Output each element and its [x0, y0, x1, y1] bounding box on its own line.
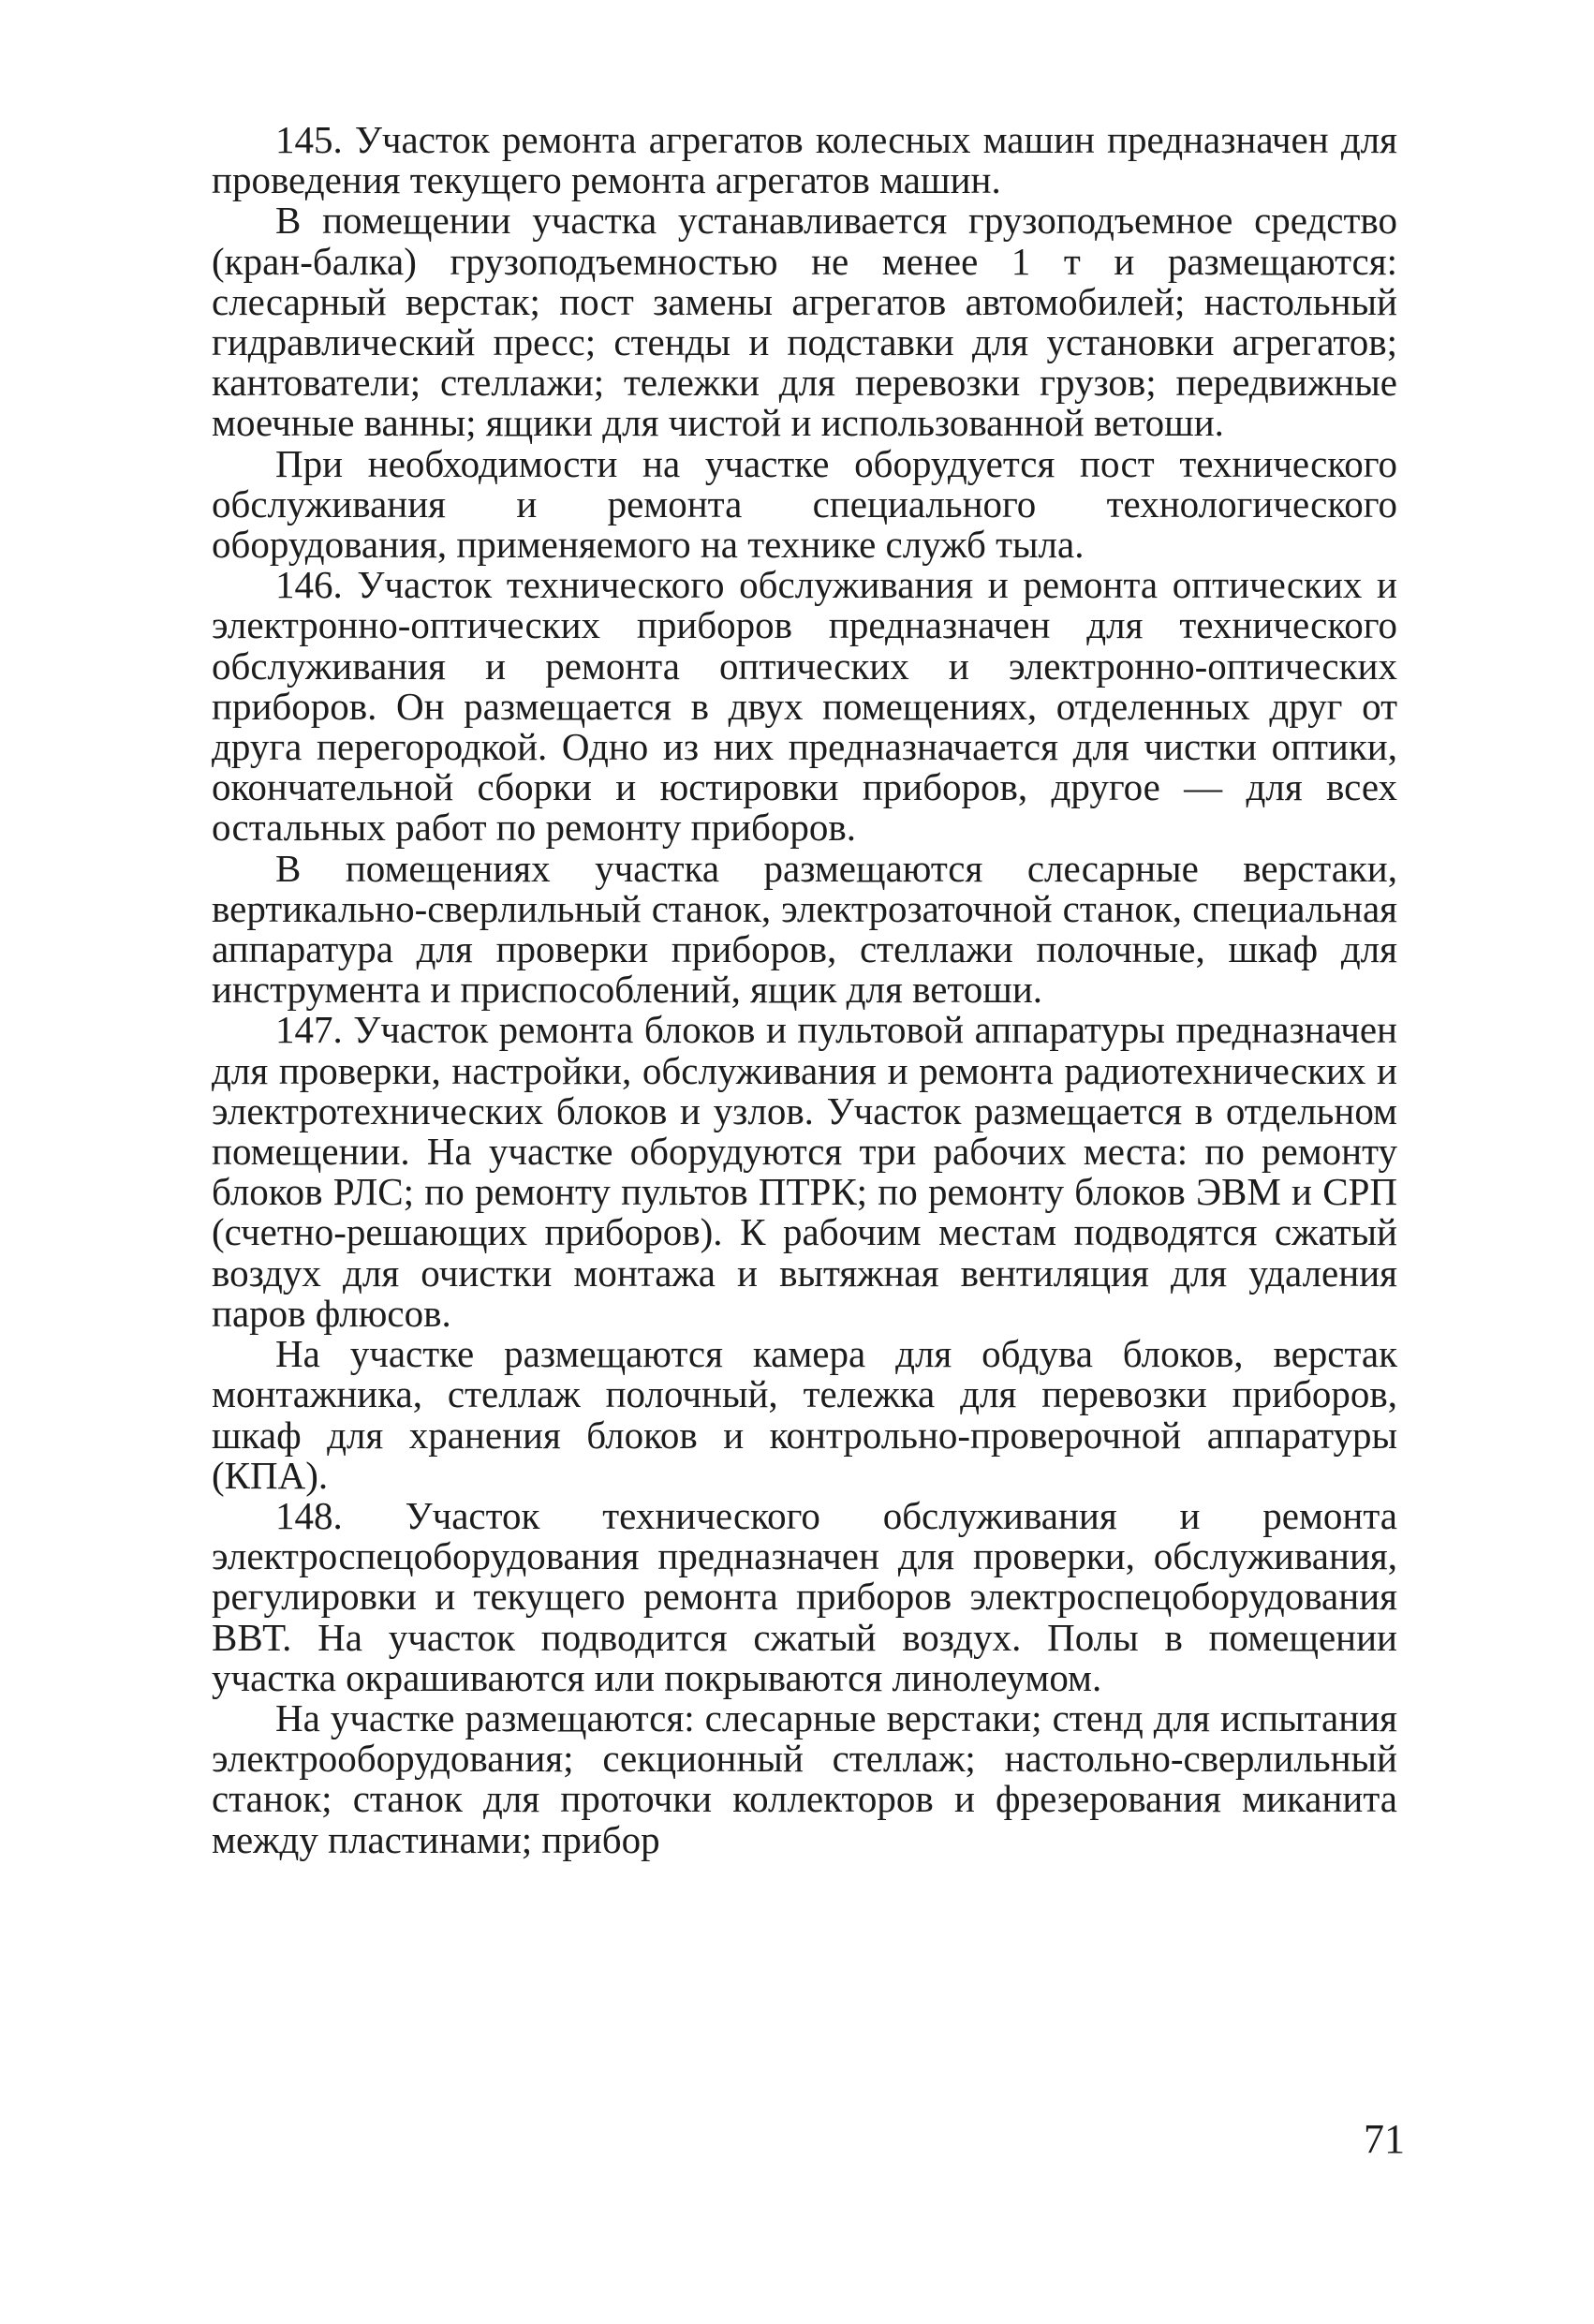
paragraph-147-equipment: На участке размещаются камера для обдува блоков, верстак монтажника, стеллаж полочный, тележка для перевозки приборов, шкаф для хранения блоков и контрольно-проверочной аппаратуры (КПА). — [212, 1332, 1397, 1497]
body-text — [212, 120, 1397, 1860]
paragraph-145-equipment: В помещении участка устанавливается грузоподъемное средство (кран-балка) грузоподъемностью не менее 1 т и размещаются: слесарный верстак; пост замены агрегатов автомобилей; настольный гидравлический пресс; стенды и подставки для установки агрегатов; кантователи; стеллажи; тележки для перевозки грузов; передвижные моечные ванны; ящики для чистой и использованной ветоши. — [212, 199, 1397, 445]
paragraph-145: 145. Участок ремонта агрегатов колесных машин предназначен для проведения текущего ремонта агрегатов машин. — [212, 118, 1397, 202]
paragraph-148: 148. Участок технического обслуживания и ремонта электроспецоборудования предназначен для проверки, обслуживания, регулировки и текущего ремонта приборов электроспецоборудования ВВТ. На участок подводится сжатый воздух. Полы в помещении участка окрашиваются или покрываются линолеумом. — [212, 1493, 1397, 1699]
paragraph-145-service-post: При необходимости на участке оборудуется пост технического обслуживания и ремонта специального технологического оборудования, применяемого на технике служб тыла. — [212, 441, 1397, 567]
paragraph-147: 147. Участок ремонта блоков и пультовой аппаратуры предназначен для проверки, настройки, обслуживания и ремонта радиотехнических и электротехнических блоков и узлов. Участок размещается в отдельном помещении. На участке оборудуются три рабочих места: по ремонту блоков РЛС; по ремонту пультов ПТРК; по ремонту блоков ЭВМ и СРП (счетно-решающих приборов). К рабочим местам подводятся сжатый воздух для очистки монтажа и вытяжная вентиляция для удаления паров флюсов. — [212, 1008, 1397, 1335]
paragraph-146: 146. Участок технического обслуживания и ремонта оптических и электронно-оптических приборов предназначен для технического обслуживания и ремонта оптических и электронно-оптических приборов. Он размещается в двух помещениях, отделенных друг от друга перегородкой. Одно из них предназначается для чистки оптики, окончательной сборки и юстировки приборов, другое — для всех остальных работ по ремонту приборов. — [212, 563, 1397, 850]
page-number: 71 — [1364, 2116, 1405, 2162]
paragraph-148-equipment: На участке размещаются: слесарные верстаки; стенд для испытания электрооборудования; секционный стеллаж; настольно-сверлильный станок; станок для проточки коллекторов и фрезерования миканита между пластинами; прибор — [212, 1695, 1397, 1861]
paragraph-146-equipment: В помещениях участка размещаются слесарные верстаки, вертикально-сверлильный станок, электрозаточной станок, специальная аппаратура для проверки приборов, стеллажи полочные, шкаф для инструмента и приспособлений, ящик для ветоши. — [212, 846, 1397, 1012]
